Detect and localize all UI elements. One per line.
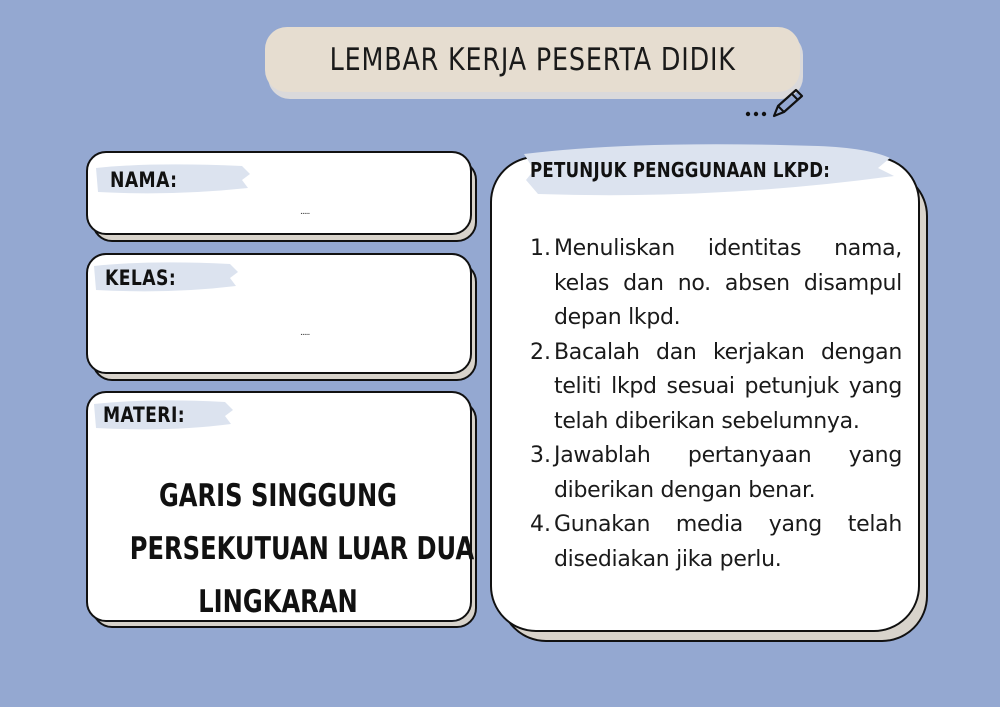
- step-number: 4.: [530, 512, 551, 537]
- step-number: 1.: [530, 236, 551, 261]
- nama-label: NAMA:: [110, 168, 178, 192]
- materi-line-3: LINGKARAN: [198, 584, 358, 620]
- petunjuk-title: PETUNJUK PENGGUNAAN LKPD:: [530, 158, 831, 182]
- materi-label: MATERI:: [103, 403, 186, 427]
- list-item: [530, 336, 902, 440]
- kelas-value[interactable]: .....: [300, 328, 310, 338]
- step-text: Gunakan media yang telah disediakan jika perlu.: [554, 512, 902, 572]
- materi-title: [88, 470, 475, 629]
- step-text: Bacalah dan kerjakan dengan teliti lkpd sesuai petunjuk yang telah diberikan sebelumnya.: [554, 339, 902, 434]
- list-item: [530, 439, 902, 508]
- step-text: Jawablah pertanyaan yang diberikan dengan benar.: [554, 443, 902, 503]
- title-banner: [265, 27, 800, 92]
- materi-line-2: PERSEKUTUAN LUAR DUA: [129, 531, 475, 567]
- page-title: LEMBAR KERJA PESERTA DIDIK: [329, 41, 736, 78]
- list-item: [530, 508, 902, 577]
- kelas-label: KELAS:: [105, 266, 177, 290]
- materi-line-1: GARIS SINGGUNG: [158, 478, 398, 514]
- petunjuk-list: [530, 232, 902, 577]
- nama-value[interactable]: .....: [300, 207, 310, 217]
- pencil-icon: [744, 86, 808, 122]
- list-item: [530, 232, 902, 336]
- step-number: 3.: [530, 443, 551, 468]
- step-number: 2.: [530, 339, 551, 365]
- step-text: Menuliskan identitas nama, kelas dan no. absen disampul depan lkpd.: [554, 236, 902, 330]
